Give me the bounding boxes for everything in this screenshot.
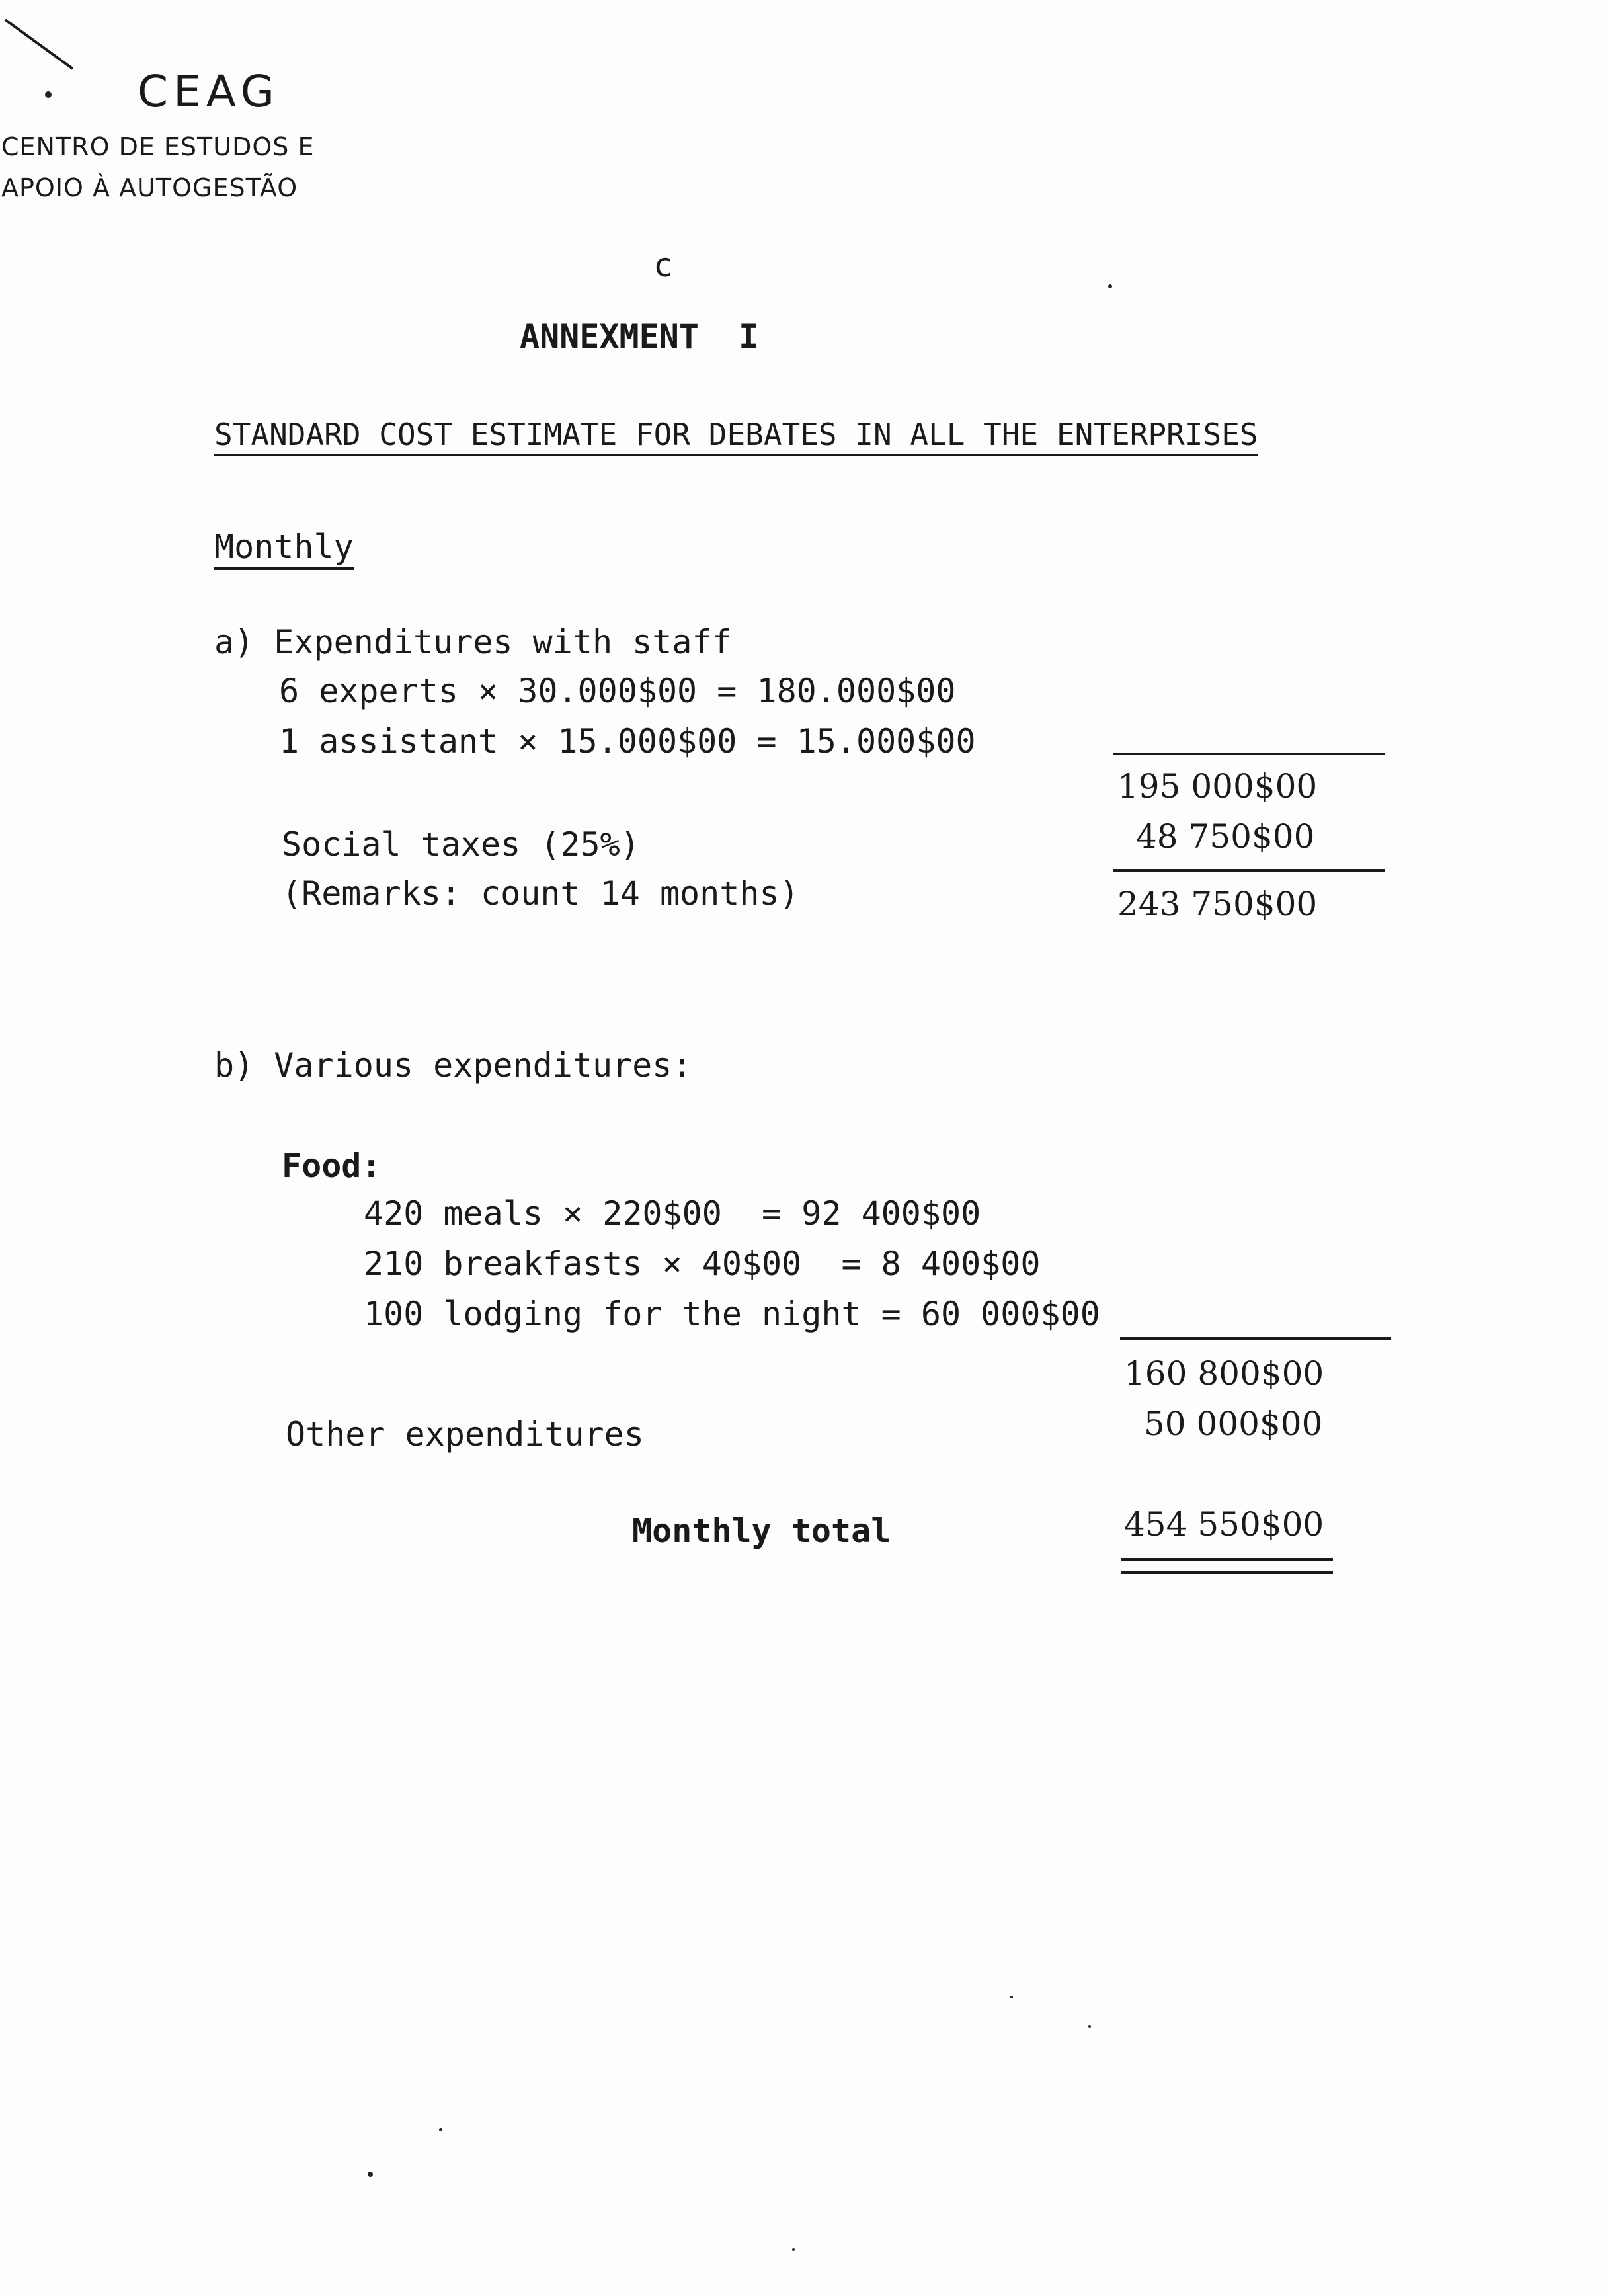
social-taxes-value: 48 750$00 <box>1136 817 1315 856</box>
period-label: Monthly <box>214 528 354 570</box>
subtotal-rule <box>1113 753 1385 755</box>
staff-line-assistant: 1 assistant × 15.000$00 = 15.000$00 <box>279 722 976 760</box>
food-line-lodging: 100 lodging for the night = 60 000$00 <box>364 1295 1100 1333</box>
bullet-dot-icon <box>45 91 52 98</box>
food-total-rule <box>1120 1337 1391 1340</box>
annex-title: ANNEXMENT I <box>520 317 759 356</box>
food-total: 160 800$00 <box>1124 1354 1324 1393</box>
other-expenditures-value: 50 000$00 <box>1144 1405 1323 1443</box>
monthly-total-value: 454 550$00 <box>1124 1505 1324 1543</box>
page-heading: STANDARD COST ESTIMATE FOR DEBATES IN ALL THE ENTERPRISES <box>214 417 1258 456</box>
staff-section-label: a) Expenditures with staff <box>214 623 732 661</box>
food-line-meals: 420 meals × 220$00 = 92 400$00 <box>364 1194 981 1233</box>
page-mark: c <box>653 246 674 284</box>
scan-speck-icon <box>792 2248 795 2251</box>
letterhead-line2: APOIO À AUTOGESTÃO <box>1 173 298 202</box>
food-line-breakfasts: 210 breakfasts × 40$00 = 8 400$00 <box>364 1245 1041 1283</box>
total-double-rule-top <box>1121 1558 1333 1561</box>
letterhead-line1: CENTRO DE ESTUDOS E <box>1 132 315 161</box>
staff-subtotal: 195 000$00 <box>1117 767 1318 805</box>
total-double-rule-bottom <box>1121 1571 1333 1574</box>
food-label: Food: <box>282 1147 382 1185</box>
scan-speck-icon <box>1108 284 1112 288</box>
staff-total-rule <box>1113 869 1385 872</box>
remarks-note: (Remarks: count 14 months) <box>282 874 799 913</box>
staff-total: 243 750$00 <box>1117 885 1318 923</box>
letterhead-name: CEAG <box>138 66 280 117</box>
various-section-label: b) Various expenditures: <box>214 1046 692 1085</box>
social-taxes-label: Social taxes (25%) <box>282 825 640 864</box>
scan-speck-icon <box>1088 2025 1091 2028</box>
scan-speck-icon <box>1010 1996 1013 1998</box>
scan-speck-icon <box>368 2172 373 2177</box>
other-expenditures-label: Other expenditures <box>286 1415 644 1454</box>
corner-mark-icon <box>0 13 93 73</box>
monthly-total-label: Monthly total <box>632 1512 891 1550</box>
staff-line-experts: 6 experts × 30.000$00 = 180.000$00 <box>279 672 956 710</box>
scan-speck-icon <box>439 2128 442 2131</box>
